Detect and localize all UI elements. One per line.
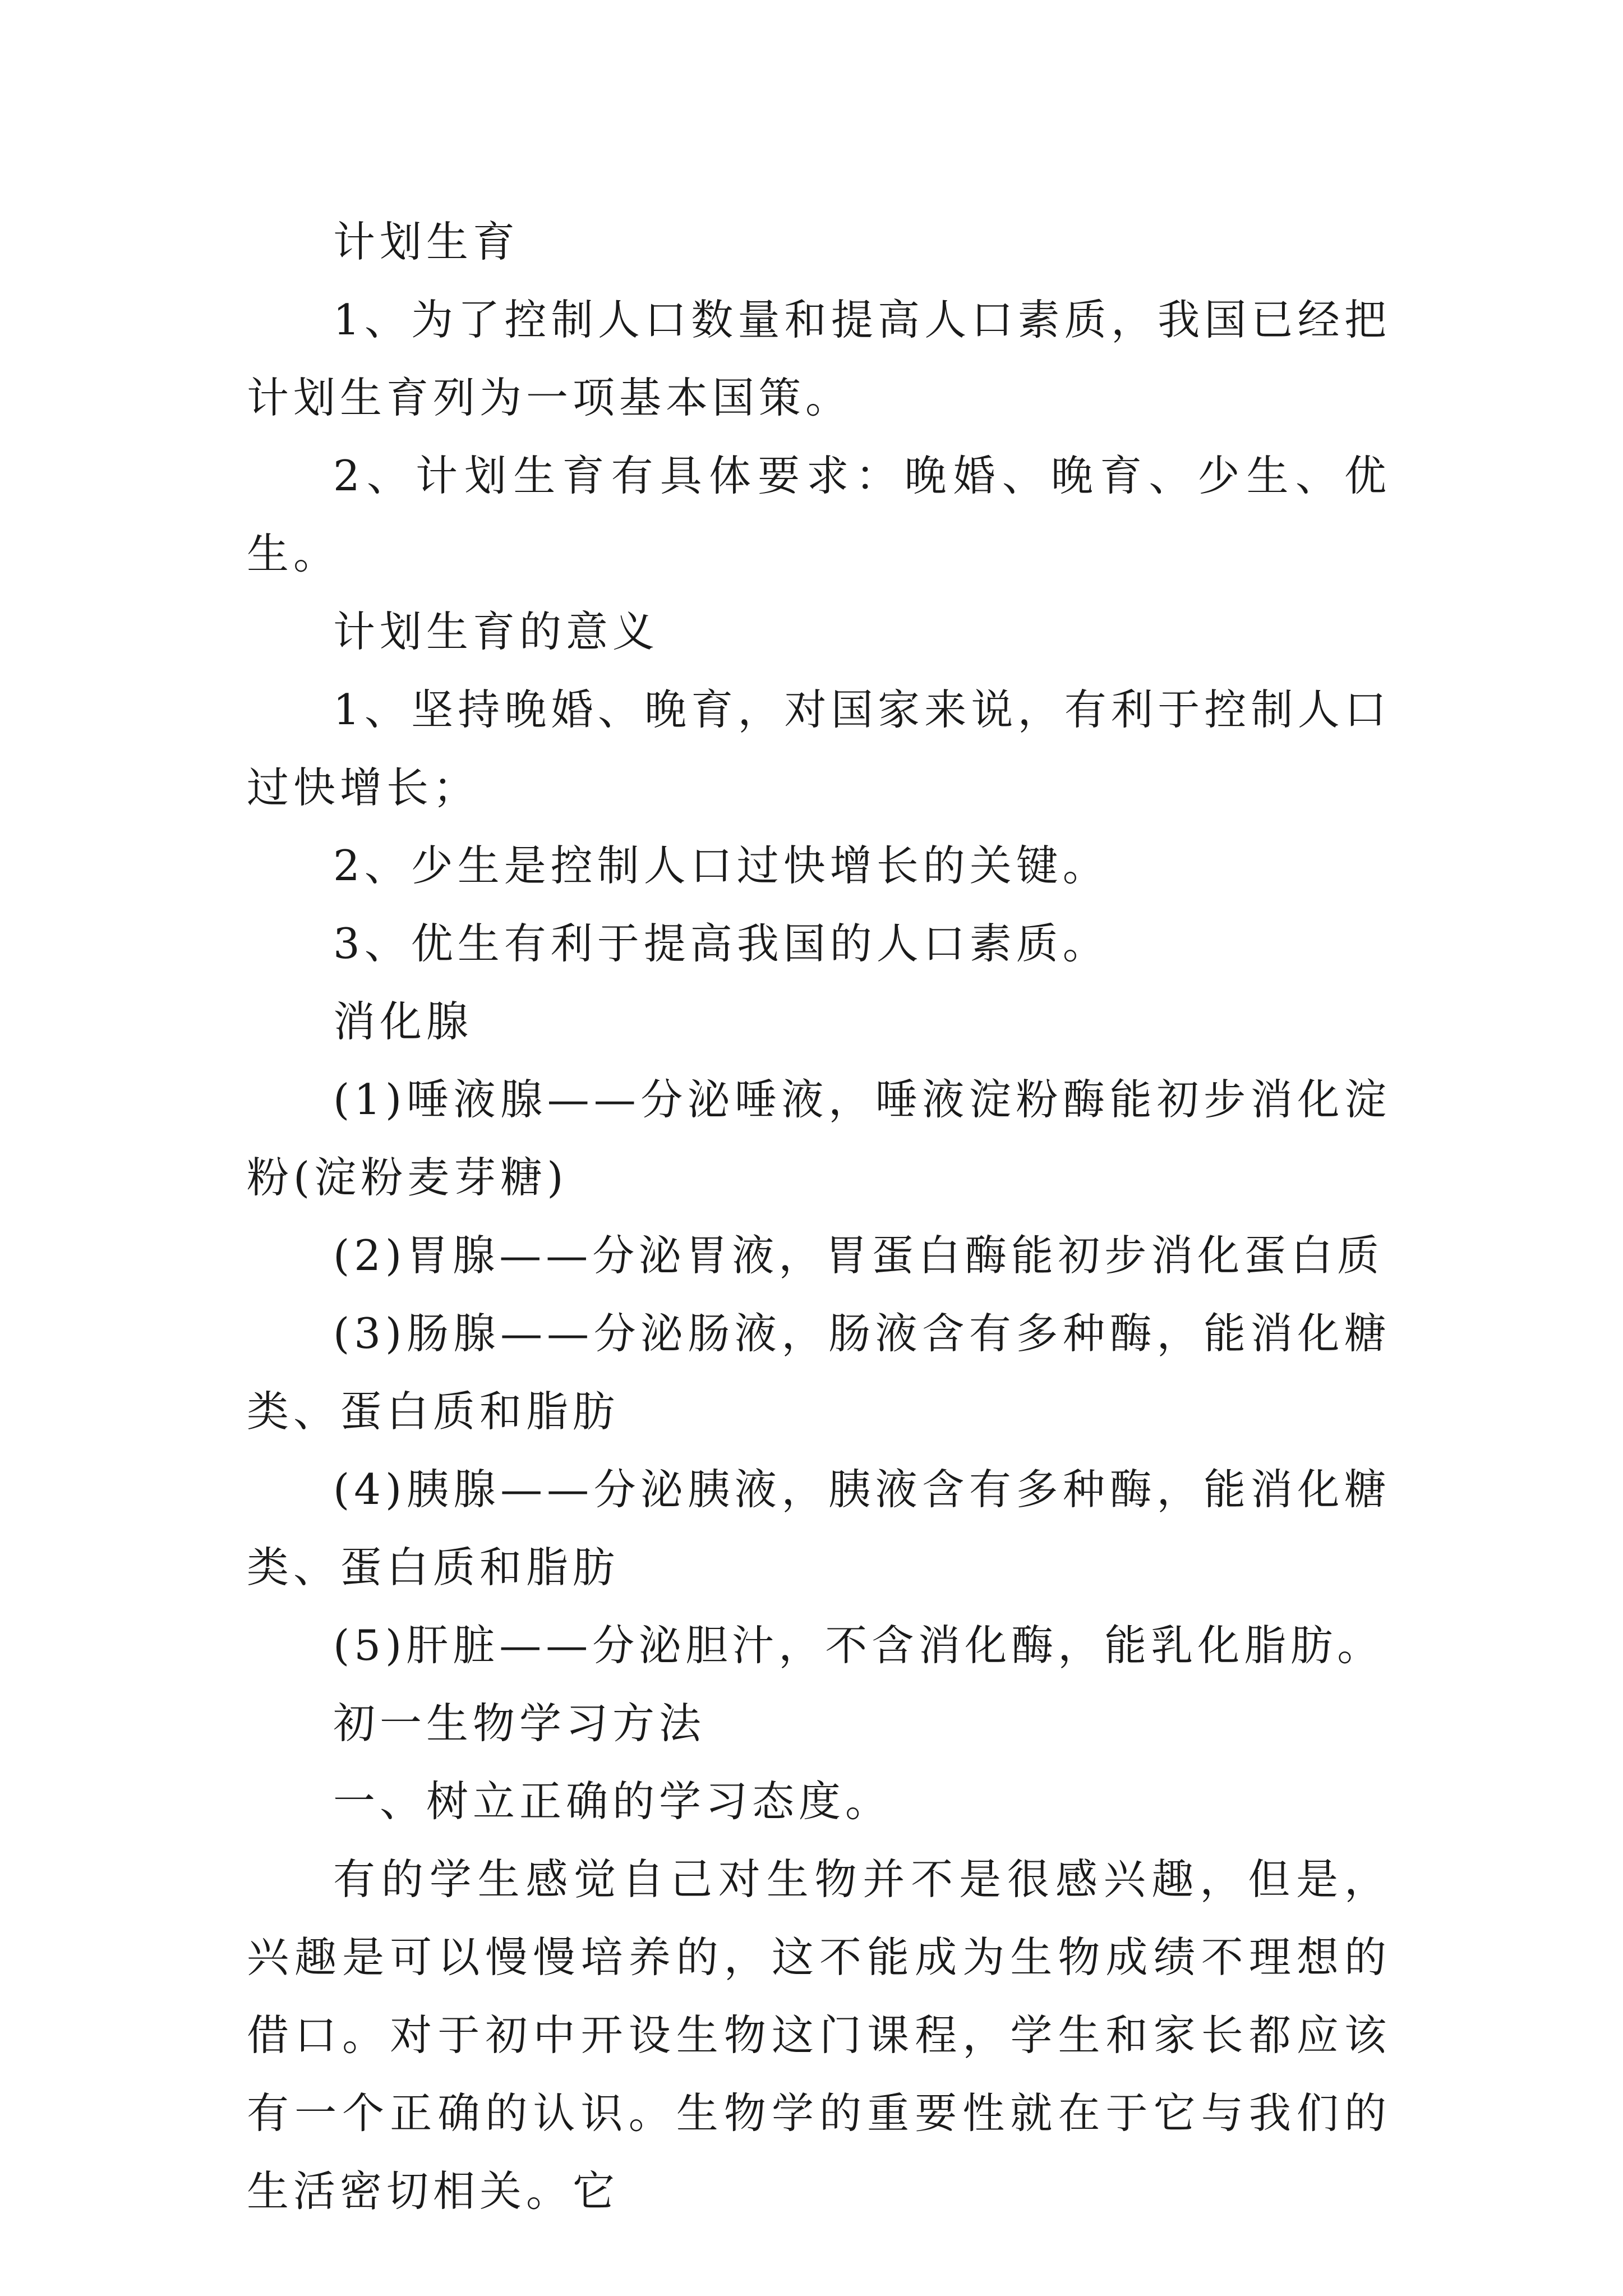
paragraph: 有的学生感觉自己对生物并不是很感兴趣，但是，兴趣是可以慢慢培养的，这不能成为生物成绩不理想的借口。对于初中开设生物这门课程，学生和家长都应该有一个正确的认识。生物学的重要性就在于它与我们的生活密切相关。它: [247, 1855, 1391, 2216]
paragraph: 2、少生是控制人口过快增长的关键。: [333, 841, 1109, 890]
paragraph: 3、优生有利于提高我国的人口素质。: [333, 919, 1109, 968]
paragraph: (4)胰腺——分泌胰液，胰液含有多种酶，能消化糖类、蛋白质和脂肪: [247, 1465, 1391, 1592]
heading-family-planning-significance: 计划生育的意义: [333, 607, 660, 656]
heading-digestive-glands: 消化腺: [333, 997, 473, 1046]
paragraph: 1、坚持晚婚、晚育，对国家来说，有利于控制人口过快增长；: [247, 685, 1391, 812]
paragraph: (3)肠腺——分泌肠液，肠液含有多种酶，能消化糖类、蛋白质和脂肪: [247, 1309, 1391, 1436]
paragraph: 1、为了控制人口数量和提高人口素质，我国已经把计划生育列为一项基本国策。: [247, 295, 1391, 422]
paragraph: 一、树立正确的学习态度。: [333, 1777, 892, 1826]
heading-study-methods: 初一生物学习方法: [333, 1699, 706, 1748]
paragraph: (1)唾液腺——分泌唾液，唾液淀粉酶能初步消化淀粉(淀粉麦芽糖): [247, 1075, 1391, 1202]
document-page: [247, 203, 1391, 2230]
heading-family-planning: 计划生育: [333, 217, 520, 266]
paragraph: (5)肝脏——分泌胆汁，不含消化酶，能乳化脂肪。: [333, 1621, 1384, 1670]
paragraph: (2)胃腺——分泌胃液，胃蛋白酶能初步消化蛋白质: [333, 1231, 1384, 1280]
paragraph: 2、计划生育有具体要求：晚婚、晚育、少生、优生。: [247, 451, 1391, 578]
